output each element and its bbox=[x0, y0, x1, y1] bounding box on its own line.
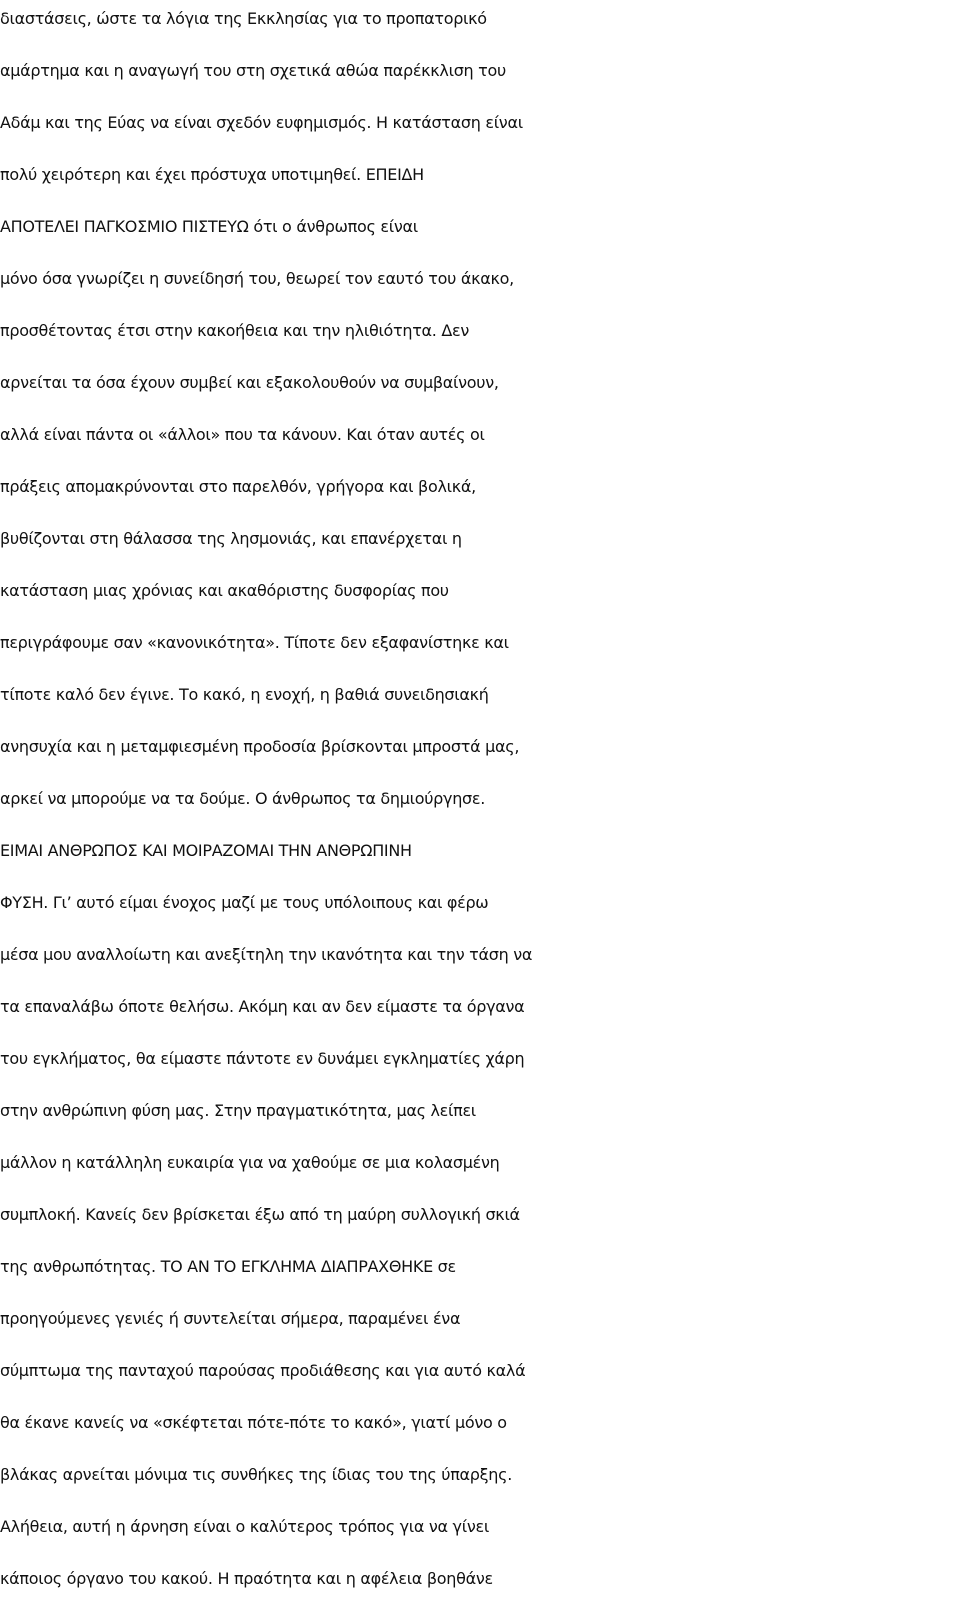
text-line: αλλά είναι πάντα οι «άλλοι» που τα κάνουν. Και όταν αυτές οι bbox=[0, 425, 485, 444]
text-line: του εγκλήματος, θα είμαστε πάντοτε εν δυνάμει εγκληματίες χάρη bbox=[0, 1049, 525, 1068]
text-line: σύμπτωμα της πανταχού παρούσας προδιάθεσης και για αυτό καλά bbox=[0, 1361, 526, 1380]
text-line: αμάρτημα και η αναγωγή του στη σχετικά αθώα παρέκκλιση του bbox=[0, 61, 506, 80]
text-line: τίποτε καλό δεν έγινε. Το κακό, η ενοχή, η βαθιά συνειδησιακή bbox=[0, 685, 489, 704]
text-line: πράξεις απομακρύνονται στο παρελθόν, γρήγορα και βολικά, bbox=[0, 477, 476, 496]
text-line: κάποιος όργανο του κακού. Η πραότητα και η αφέλεια βοηθάνε bbox=[0, 1569, 493, 1588]
text-line: προσθέτοντας έτσι στην κακοήθεια και την ηλιθιότητα. Δεν bbox=[0, 321, 469, 340]
text-line: αρκεί να μπορούμε να τα δούμε. Ο άνθρωπος τα δημιούργησε. bbox=[0, 789, 486, 808]
text-line: Αλήθεια, αυτή η άρνηση είναι ο καλύτερος τρόπος για να γίνει bbox=[0, 1517, 489, 1536]
text-line: συμπλοκή. Κανείς δεν βρίσκεται έξω από τη μαύρη συλλογική σκιά bbox=[0, 1205, 520, 1224]
text-line: μάλλον η κατάλληλη ευκαιρία για να χαθούμε σε μια κολασμένη bbox=[0, 1153, 500, 1172]
text-line: βυθίζονται στη θάλασσα της λησμονιάς, και επανέρχεται η bbox=[0, 529, 462, 548]
text-line: ΕΙΜΑΙ ΑΝΘΡΩΠΟΣ ΚΑΙ ΜΟΙΡΑΖΟΜΑΙ ΤΗΝ ΑΝΘΡΩΠΙΝΗ bbox=[0, 841, 412, 860]
text-line: μέσα μου αναλλοίωτη και ανεξίτηλη την ικανότητα και την τάση να bbox=[0, 945, 533, 964]
text-line: πολύ χειρότερη και έχει πρόστυχα υποτιμηθεί. ΕΠΕΙΔΗ bbox=[0, 165, 424, 184]
text-line: διαστάσεις, ώστε τα λόγια της Εκκλησίας για το προπατορικό bbox=[0, 9, 487, 28]
text-line: θα έκανε κανείς να «σκέφτεται πότε-πότε το κακό», γιατί μόνο ο bbox=[0, 1413, 507, 1432]
text-line: ανησυχία και η μεταμφιεσμένη προδοσία βρίσκονται μπροστά μας, bbox=[0, 737, 520, 756]
text-line: ΦΥΣΗ. Γι’ αυτό είμαι ένοχος μαζί με τους υπόλοιπους και φέρω bbox=[0, 893, 489, 912]
text-line: μόνο όσα γνωρίζει η συνείδησή του, θεωρεί τον εαυτό του άκακο, bbox=[0, 269, 514, 288]
text-line: Αδάμ και της Εύας να είναι σχεδόν ευφημισμός. Η κατάσταση είναι bbox=[0, 113, 523, 132]
text-line: κατάσταση μιας χρόνιας και ακαθόριστης δυσφορίας που bbox=[0, 581, 449, 600]
text-line: στην ανθρώπινη φύση μας. Στην πραγματικότητα, μας λείπει bbox=[0, 1101, 476, 1120]
text-line: τα επαναλάβω όποτε θελήσω. Ακόμη και αν δεν είμαστε τα όργανα bbox=[0, 997, 525, 1016]
text-line: βλάκας αρνείται μόνιμα τις συνθήκες της ίδιας του της ύπαρξης. bbox=[0, 1465, 512, 1484]
text-line: προηγούμενες γενιές ή συντελείται σήμερα, παραμένει ένα bbox=[0, 1309, 461, 1328]
text-line: περιγράφουμε σαν «κανονικότητα». Τίποτε δεν εξαφανίστηκε και bbox=[0, 633, 509, 652]
text-line: ΑΠΟΤΕΛΕΙ ΠΑΓΚΟΣΜΙΟ ΠΙΣΤΕΥΩ ότι ο άνθρωπος είναι bbox=[0, 217, 418, 236]
text-line: της ανθρωπότητας. ΤΟ ΑΝ ΤΟ ΕΓΚΛΗΜΑ ΔΙΑΠΡΑΧΘΗΚΕ σε bbox=[0, 1257, 456, 1276]
text-line: αρνείται τα όσα έχουν συμβεί και εξακολουθούν να συμβαίνουν, bbox=[0, 373, 499, 392]
